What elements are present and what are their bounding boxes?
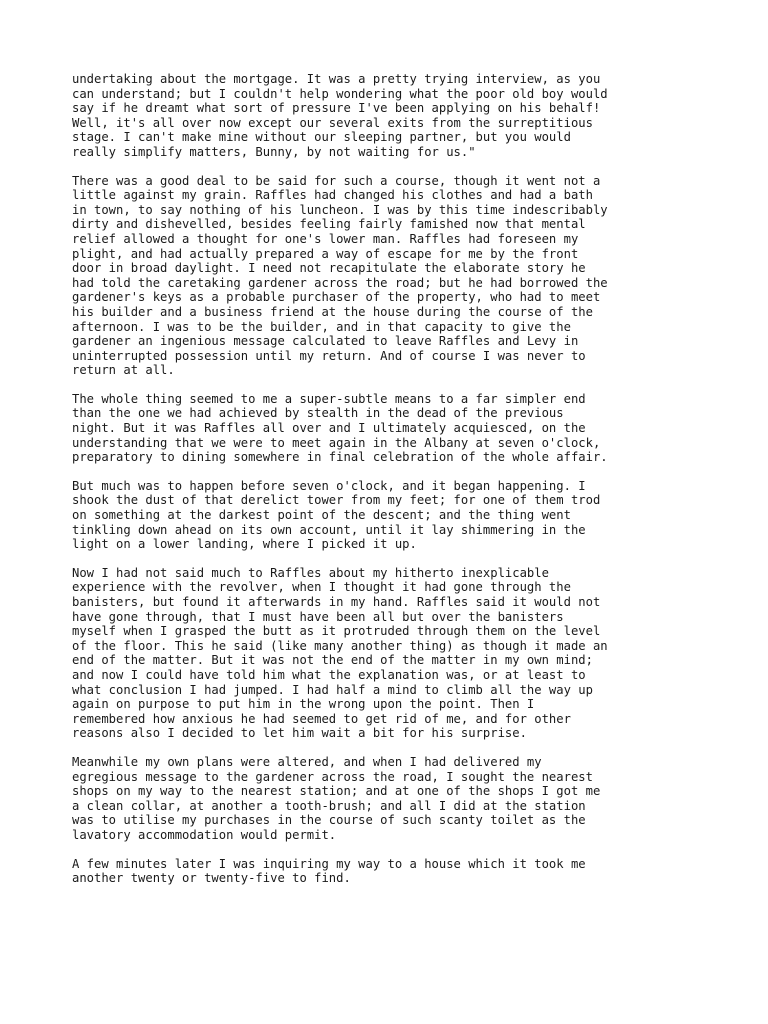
paragraph-1: undertaking about the mortgage. It was a pretty trying interview, as you can understand; but I couldn't help wondering what the poor old boy would say if he dreamt what sort of pressure I've been applying on his behalf! Well, it's all over now except our several exits from the surreptitious stage. I can't make mine without our sleeping partner, but you would really simplify matters, Bunny, by not waiting for us." — [72, 72, 608, 159]
document-page — [72, 72, 712, 900]
paragraph-7: A few minutes later I was inquiring my way to a house which it took me another twenty or twenty-five to find. — [72, 856, 586, 886]
paragraph-3: The whole thing seemed to me a super-subtle means to a far simpler end than the one we had achieved by stealth in the dead of the previous night. But it was Raffles all over and I ultimately acquiesced, on the understanding that we were to meet again in the Albany at seven o'clock, preparatory to dining somewhere in final celebration of the whole affair. — [72, 391, 608, 465]
paragraph-6: Meanwhile my own plans were altered, and when I had delivered my egregious message to the gardener across the road, I sought the nearest shops on my way to the nearest station; and at one of the shops I got me a clean collar, at another a tooth-brush; and all I did at the station was to utilise my purchases in the course of such scanty toilet as the lavatory accommodation would permit. — [72, 754, 601, 842]
paragraph-2: There was a good deal to be said for such a course, though it went not a little against my grain. Raffles had changed his clothes and had a bath in town, to say nothing of his luncheon. I was by this time indescribably dirty and dishevelled, besides feeling fairly famished now that mental relief allowed a thought for one's lower man. Raffles had foreseen my plight, and had actually prepared a way of escape for me by the front door in broad daylight. I need not recapitulate the elaborate story he had told the caretaking gardener across the road; but he had borrowed the gardener's keys as a probable purchaser of the property, who had to meet his builder and a business friend at the house during the course of the afternoon. I was to be the builder, and in that capacity to give the gardener an ingenious message calculated to leave Raffles and Levy in uninterrupted possession until my return. And of course I was never to return at all. — [72, 173, 608, 378]
paragraph-5: Now I had not said much to Raffles about my hitherto inexplicable experience with the revolver, when I thought it had gone through the banisters, but found it afterwards in my hand. Raffles said it would not have gone through, that I must have been all but over the banisters myself when I grasped the butt as it protruded through them on the level of the floor. This he said (like many another thing) as though it made an end of the matter. But it was not the end of the matter in my own mind; and now I could have told him what the explanation was, or at least to what conclusion I had jumped. I had half a mind to climb all the way up again on purpose to put him in the wrong upon the point. Then I remembered how anxious he had seemed to get rid of me, and for other reasons also I decided to let him wait a bit for his surprise. — [72, 565, 608, 741]
paragraph-4: But much was to happen before seven o'clock, and it began happening. I shook the dust of that derelict tower from my feet; for one of them trod on something at the darkest point of the descent; and the thing went tinkling down ahead on its own account, until it lay shimmering in the light on a lower landing, where I picked it up. — [72, 478, 601, 552]
